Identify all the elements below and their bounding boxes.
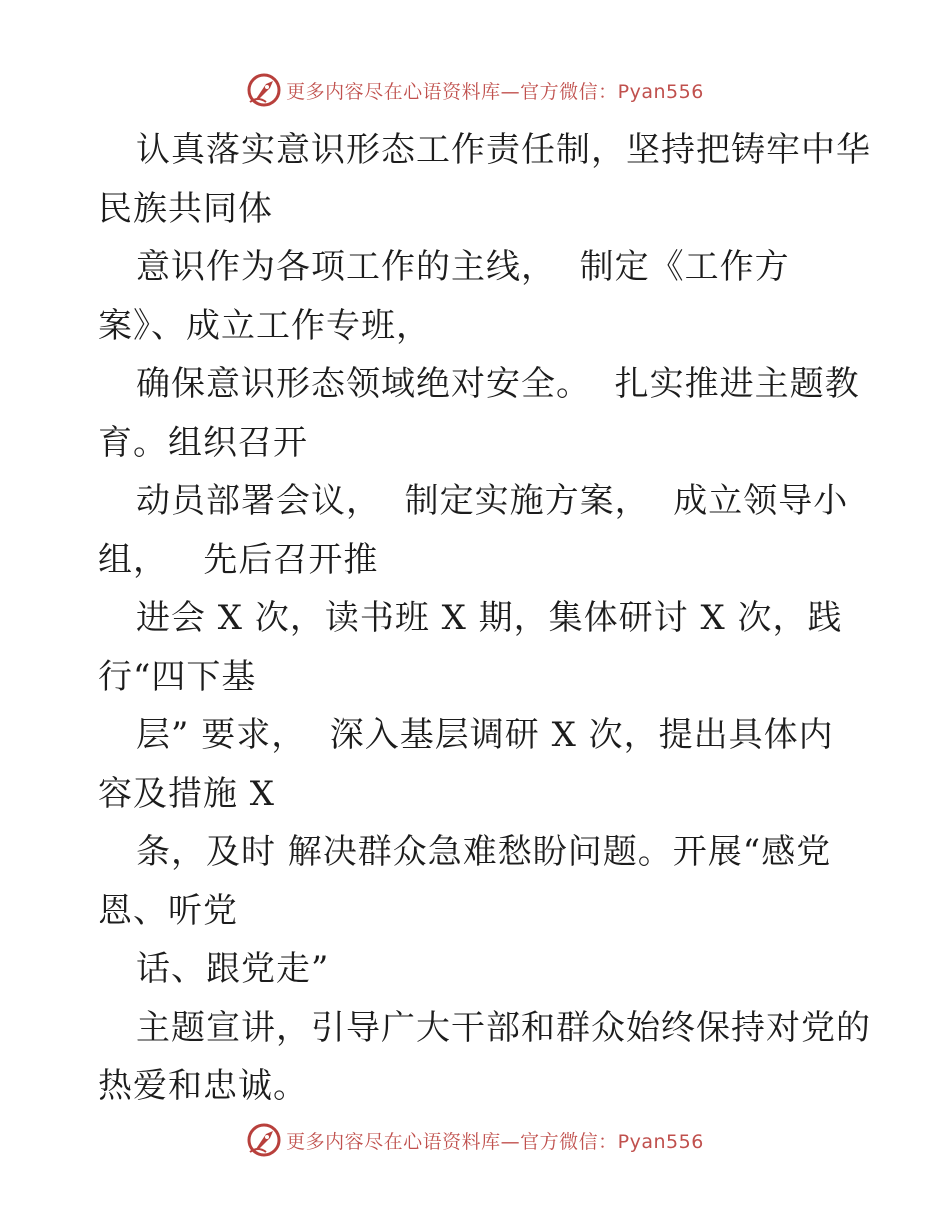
paragraph-line: 案》、成立工作专班， [98, 305, 431, 346]
paragraph-line: 意识作为各项工作的主线， 制定《工作方 [136, 247, 790, 287]
document-body [98, 121, 871, 1116]
paragraph-line: 民族共同体 [98, 188, 273, 229]
paragraph-line: 认真落实意识形态工作责任制，坚持把铸牢中华 [136, 130, 871, 170]
paragraph-line: 容及措施 X [98, 773, 276, 814]
footer-watermark-banner [0, 1120, 950, 1160]
paragraph-line: 进会 X 次，读书班 X 期，集体研讨 X 次，践 [136, 598, 843, 638]
paragraph-line: 育。组织召开 [98, 422, 308, 463]
paragraph-line: 条，及时 解决群众急难愁盼问题。开展“感党 [136, 832, 832, 872]
paragraph-line: 确保意识形态领域绝对安全。 扎实推进主题教 [136, 364, 860, 404]
paragraph-line: 动员部署会议， 制定实施方案， 成立领导小 [136, 481, 849, 521]
header-watermark-text: 更多内容尽在心语资料库—官方微信：Pyan556 [286, 80, 704, 103]
paragraph-line: 主题宣讲，引导广大干部和群众始终保持对党的 [136, 1007, 871, 1048]
paragraph-line: 热爱和忠诚。 [98, 1066, 308, 1106]
paragraph-line: 组， 先后召开推 [98, 539, 379, 580]
paragraph-line: 行“四下基 [98, 656, 257, 697]
pen-nib-circle-icon [246, 1122, 282, 1158]
paragraph-line: 层” 要求， 深入基层调研 X 次，提出具体内 [136, 715, 834, 755]
paragraph-line: 恩、听党 [98, 890, 238, 931]
paragraph-line: 话、跟党走” [136, 949, 330, 989]
footer-watermark-text: 更多内容尽在心语资料库—官方微信：Pyan556 [286, 1130, 704, 1153]
header-watermark-banner [0, 70, 950, 110]
pen-nib-circle-icon [246, 72, 282, 108]
